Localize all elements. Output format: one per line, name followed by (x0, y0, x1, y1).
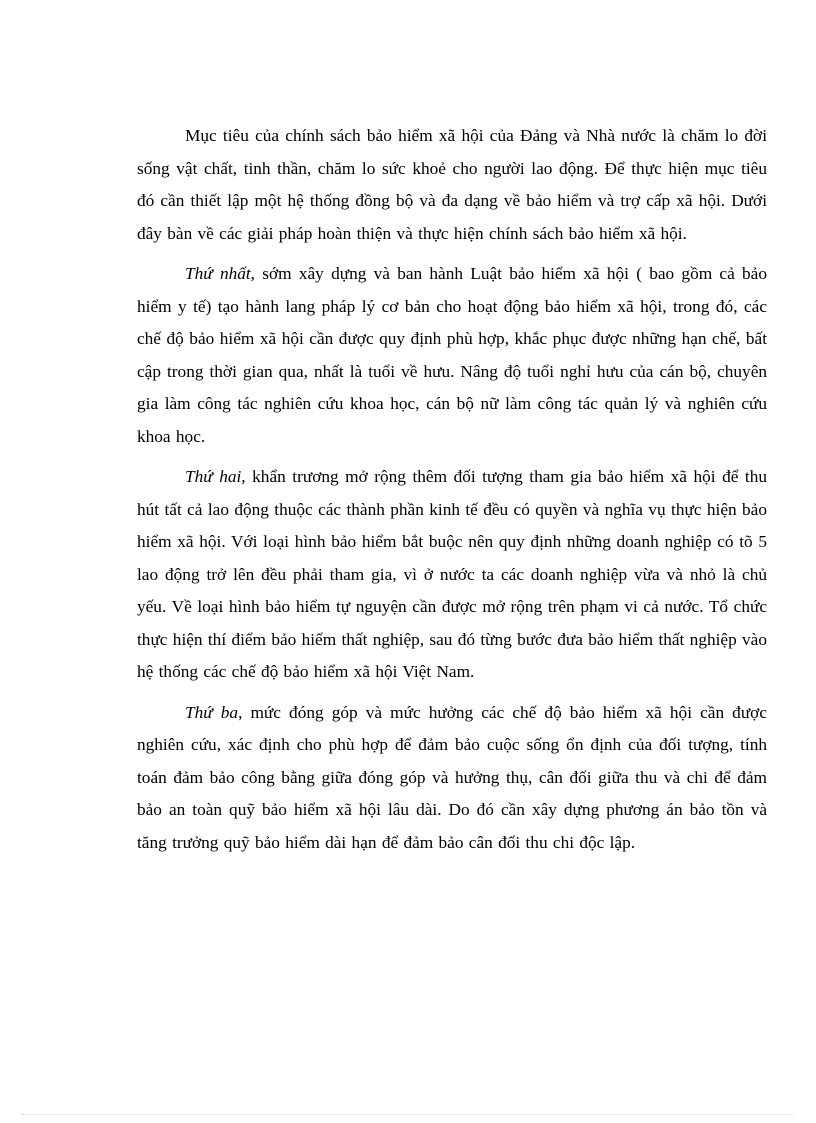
paragraph-text: , mức đóng góp và mức hưởng các chế độ bảo hiểm xã hội cần được nghiên cứu, xác định cho phù hợp để đảm bảo cuộc sống ổn định của đối tượng, tính toán đảm bảo công bằng giữa đóng góp và hưởng thụ, cân đối giữa thu và chi để đảm bảo an toàn quỹ bảo hiểm xã hội lâu dài. Do đó cần xây dựng phương án bảo tồn và tăng trưởng quỹ bảo hiểm dài hạn để đảm bảo cân đối thu chi độc lập. (137, 702, 767, 852)
paragraph-second-solution (137, 461, 767, 689)
paragraph-text: sớm xây dựng và ban hành Luật bảo hiểm xã hội ( bao gồm cả bảo hiểm y tế) tạo hành lang pháp lý cơ bản cho hoạt động bảo hiểm xã hội, trong đó, các chế độ bảo hiểm xã hội cần được quy định phù hợp, khắc phục được những hạn chế, bất cập trong thời gian qua, nhất là tuổi về hưu. Nâng độ tuổi nghỉ hưu của cán bộ, chuyên gia làm công tác nghiên cứu khoa học, cán bộ nữ làm công tác quản lý và nghiên cứu khoa học. (137, 264, 767, 446)
paragraph-text: Mục tiêu của chính sách bảo hiểm xã hội của Đảng và Nhà nước là chăm lo đời sống vật chất, tinh thần, chăm lo sức khoẻ cho người lao động. Để thực hiện mục tiêu đó cần thiết lập một hệ thống đồng bộ và đa dạng về bảo hiểm và trợ cấp xã hội. Dưới đây bàn về các giải pháp hoàn thiện và thực hiện chính sách bảo hiểm xã hội. (137, 126, 767, 243)
paragraph-lead: Thứ nhất, (185, 264, 255, 283)
paragraph-third-solution (137, 697, 767, 860)
paragraph-intro (137, 120, 767, 250)
paragraph-text: khẩn trương mở rộng thêm đối tượng tham gia bảo hiểm xã hội để thu hút tất cả lao động thuộc các thành phần kinh tế đều có quyền và nghĩa vụ thực hiện bảo hiểm xã hội. Với loại hình bảo hiểm bắt buộc nên quy định những doanh nghiệp có tõ 5 lao động trở lên đều phải tham gia, vì ở nước ta các doanh nghiệp vừa và nhỏ là chủ yếu. Về loại hình bảo hiểm tự nguyện cần được mở rộng trên phạm vi cả nước. Tổ chức thực hiện thí điểm bảo hiểm thất nghiệp, sau đó từng bước đưa bảo hiểm thất nghiệp vào hệ thống các chế độ bảo hiểm xã hội Việt Nam. (137, 467, 767, 681)
paragraph-lead: Thứ ba (185, 702, 239, 722)
document-body (137, 120, 767, 867)
page-bottom-divider (22, 1114, 794, 1115)
paragraph-first-solution (137, 258, 767, 453)
paragraph-lead: Thứ hai, (185, 467, 246, 486)
